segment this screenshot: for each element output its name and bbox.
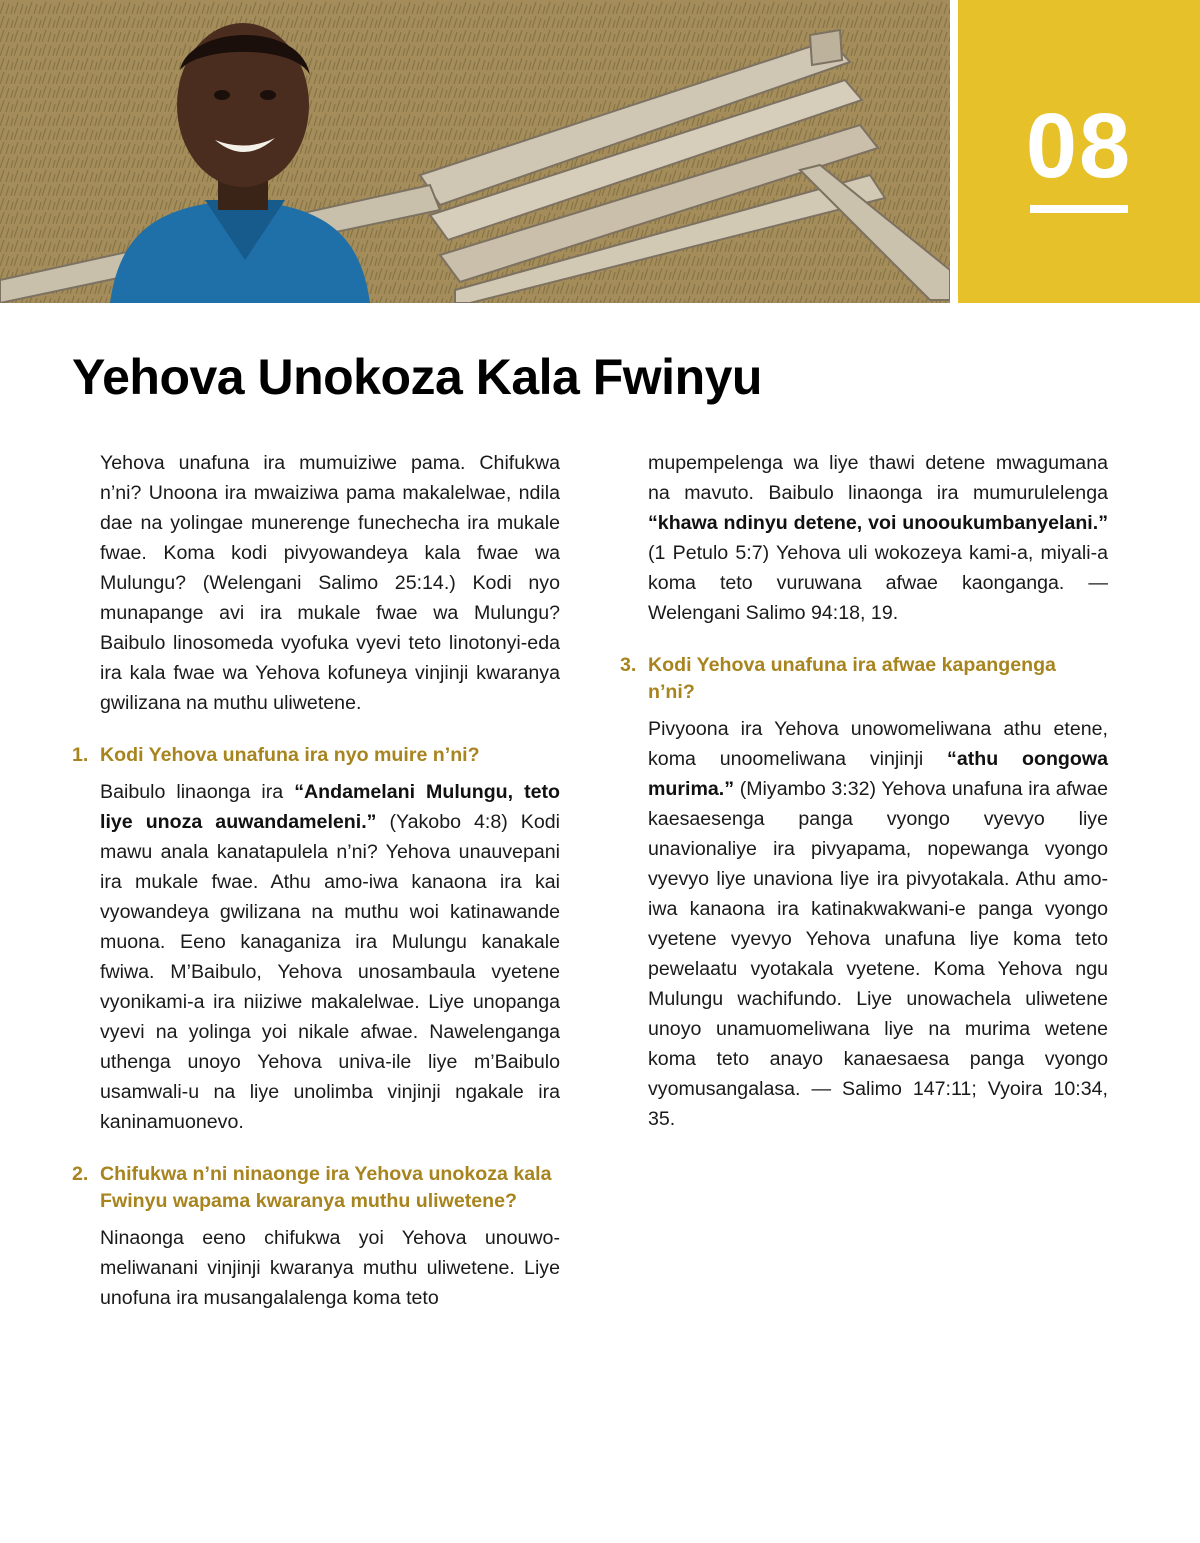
answer-1-paragraph [100,777,560,1137]
right-column [620,448,1108,1134]
answer-3-text-start: Pivyoona ira Yehova unowomeliwana athu etene, koma unoomeliwana vinjinji [648,718,1108,770]
answer-3-paragraph [648,714,1108,1134]
answer-3-text-end: (Miyambo 3:32) Yehova unafuna ira afwae kaesaesenga panga vyongo vyevyo liye unavionaliye ira pivyapama, nopewanga vyongo vyevyo liye unaviona liye ira pivyotakala. Athu amo-iwa kanaona ira katinakwakwani-e panga vyongo vyetene vyevyo Yehova unafuna liye koma teto pewelaatu vyotakala vyetene. Koma Yehova ngu Mulungu wachifundo. Liye unowachela uliwetene unoyo unamuomeliwana liye na murima wetene koma teto anayo kanaesaesa panga vyongo vyomusangalasa. — Salimo 147:11; Vyoira 10:34, 35. [648,778,1108,1130]
hero-illustration [0,0,950,303]
question-3-text: Kodi Yehova unafuna ira afwae kapangenga n’ni? [648,654,1056,703]
hero-photo [0,0,950,303]
page-title: Yehova Unokoza Kala Fwinyu [72,349,762,405]
question-1-text: Kodi Yehova unafuna ira nyo muire n’ni? [100,744,480,766]
question-2-text: Chifukwa n’ni ninaonge ira Yehova unokoza kala Fwinyu wapama kwaranya muthu uliwetene? [100,1163,552,1212]
question-1-number: 1. [72,744,89,766]
answer-2-text-start: mupempelenga wa liye thawi detene mwagumana na mavuto. Baibulo linaonga ira mumurulelenga [648,452,1108,504]
lesson-number-badge [958,0,1200,303]
intro-paragraph: Yehova unafuna ira mumuiziwe pama. Chifukwa n’ni? Unoona ira mwaiziwa pama makalelwae, ndila dae na yolingae munerenge funechecha ira mukale fwae. Koma kodi pivyowandeya kala fwae wa Mulungu? (Welengani Salimo 25:14.) Kodi nyo munapange avi ira mukale fwae wa Mulungu? Baibulo linosomeda vyofuka vyevi teto linotonyi-eda ira kala fwae wa Yehova kofuneya vinjinji kwaranya gwilizana na muthu uliwetene. [100,452,560,714]
question-2-number: 2. [72,1163,89,1185]
answer-1-text-end: (Yakobo 4:8) Kodi mawu anala kanatapulela n’ni? Yehova unauvepani ira mukale fwae. Athu amo-iwa kanaona ira kai vyowandeya gwilizana na muthu woi katinawande muona. Eeno kanaganiza ira Mulungu kanakale fwiwa. M’Baibulo, Yehova unosambaula vyetene vyonikami-a ira niiziwe makalelwae. Liye unopanga vyevi na yolinga yoi nikale afwae. Nawelenganga uthenga unoyo Yehova univa-ile liye m’Baibulo usamwali-u na liye unolimba vinjinji ngakale ira kaninamuonevo. [100,811,560,1133]
answer-2-quote: “khawa ndinyu detene, voi unooukumbanyelani.” [648,512,1108,534]
badge-underline [1030,205,1128,213]
lesson-number: 08 [1025,95,1133,197]
answer-2-paragraph-start: Ninaonga eeno chifukwa yoi Yehova unouwomeliwanani vinjinji kwaranya muthu uliwetene. Liye unofuna ira musangalalenga koma teto [100,1227,560,1309]
question-1 [72,742,560,769]
question-3-number: 3. [620,654,637,676]
answer-2-text-end: (1 Petulo 5:7) Yehova uli wokozeya kami-a, miyali-a koma teto vuruwana afwae kaonganga. — Welengani Salimo 94:18, 19. [648,542,1108,624]
question-2 [72,1161,560,1215]
left-column [72,448,560,1313]
answer-1-quote: “Andamelani Mulungu, teto liye unoza auwandameleni.” [100,781,560,833]
answer-3-quote: “athu oongowa murima.” [648,748,1108,800]
answer-1-text-start: Baibulo linaonga ira [100,781,295,803]
question-3 [620,652,1108,706]
answer-2-paragraph-continued [648,448,1108,628]
